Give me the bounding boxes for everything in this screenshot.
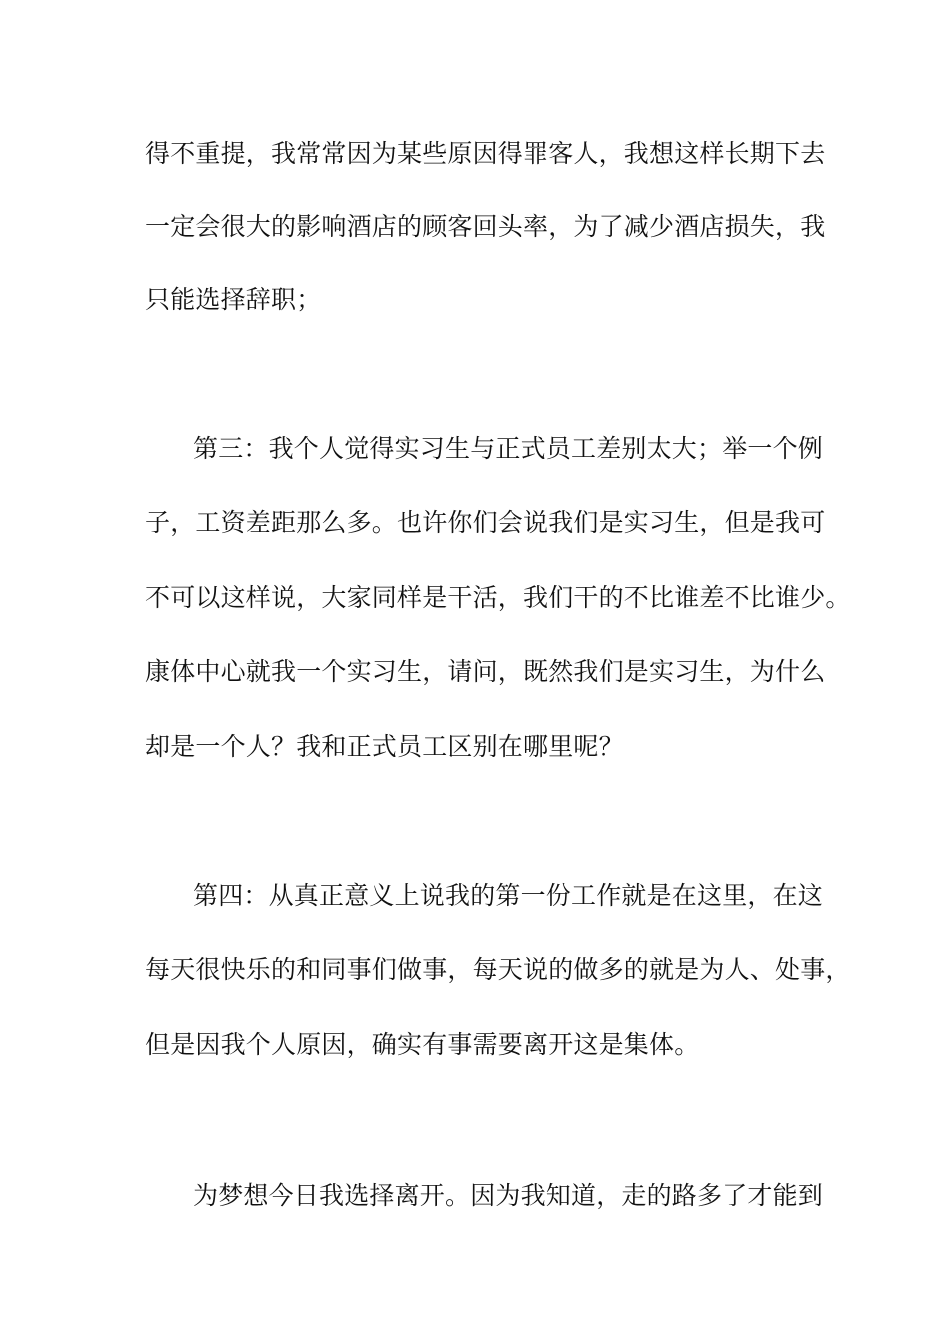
paragraph-2-line-5: 却是一个人？我和正式员工区别在哪里呢？ (145, 732, 624, 761)
paragraph-3-line-1: 第四：从真正意义上说我的第一份工作就是在这里，在这 (193, 881, 824, 910)
paragraph-1-line-1: 得不重提，我常常因为某些原因得罪客人，我想这样长期下去 (145, 139, 826, 168)
paragraph-2-line-1: 第三：我个人觉得实习生与正式员工差别太大；举一个例 (193, 434, 824, 463)
paragraph-2-line-3: 不可以这样说，大家同样是干活，我们干的不比谁差不比谁少。 (145, 583, 851, 612)
paragraph-1-line-2: 一定会很大的影响酒店的顾客回头率，为了减少酒店损失，我 (145, 212, 826, 241)
paragraph-2-line-4: 康体中心就我一个实习生，请问，既然我们是实习生，为什么 (145, 657, 826, 686)
paragraph-2-line-2: 子，工资差距那么多。也许你们会说我们是实习生，但是我可 (145, 508, 826, 537)
paragraph-1-line-3: 只能选择辞职； (145, 285, 322, 314)
paragraph-3-line-3: 但是因我个人原因，确实有事需要离开这是集体。 (145, 1030, 700, 1059)
paragraph-4-line-1: 为梦想今日我选择离开。因为我知道，走的路多了才能到 (193, 1181, 824, 1210)
paragraph-3-line-2: 每天很快乐的和同事们做事，每天说的做多的就是为人、处事， (145, 955, 851, 984)
